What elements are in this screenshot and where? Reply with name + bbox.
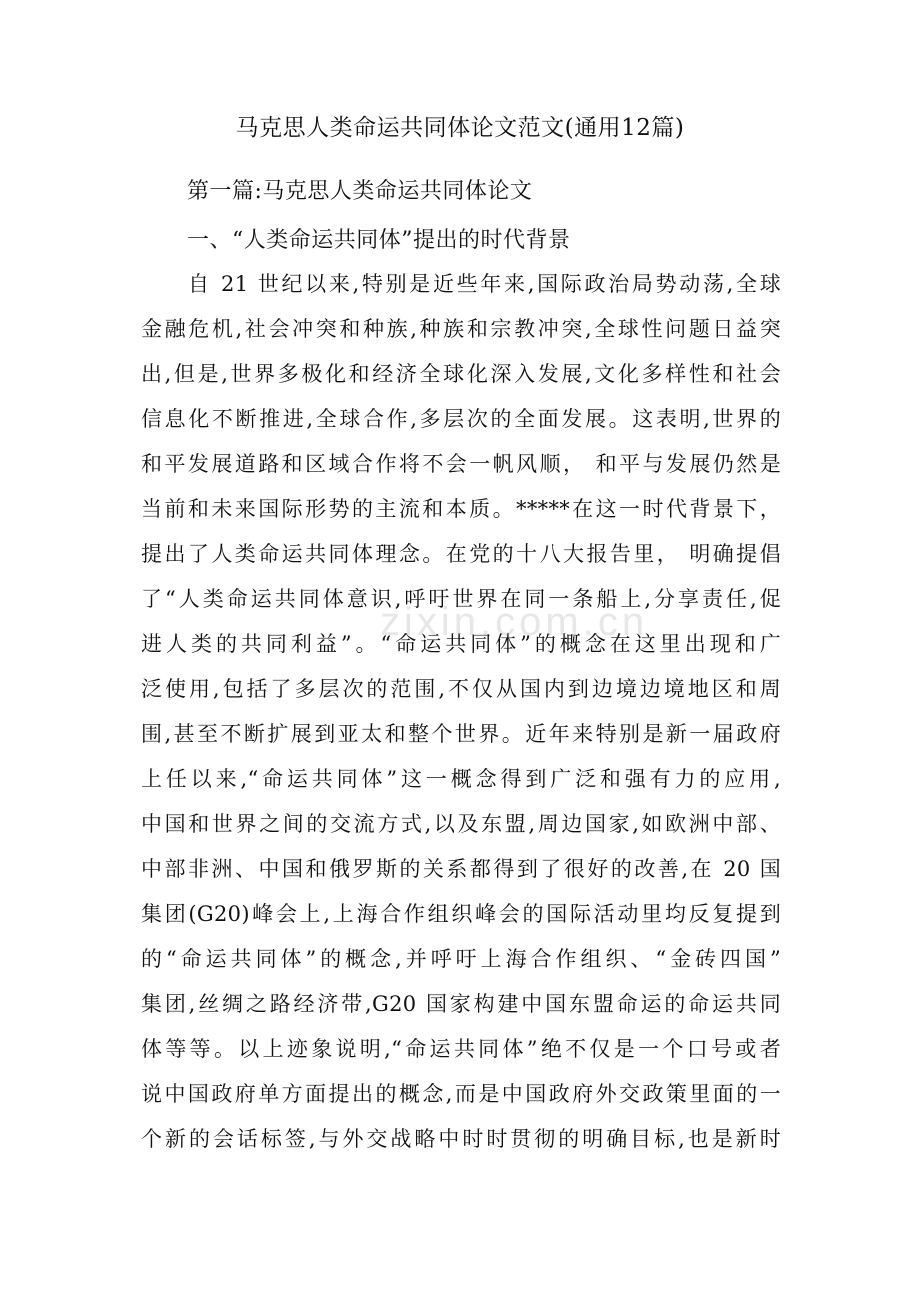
paragraph-line: 个新的会话标签,与外交战略中时时贯彻的明确目标,也是新时 bbox=[141, 1127, 781, 1151]
paragraph-line: 进人类的共同利益”。“命运共同体”的概念在这里出现和广 bbox=[141, 632, 781, 656]
paragraph-line: 当前和未来国际形势的主流和本质。*****在这一时代背景下， bbox=[141, 497, 781, 521]
chapter-heading: 第一篇:马克思人类命运共同体论文 bbox=[187, 179, 533, 204]
watermark: zixin.com.cn bbox=[380, 600, 649, 644]
body-paragraph bbox=[141, 264, 781, 1164]
paragraph-line: 中部非洲、中国和俄罗斯的关系都得到了很好的改善,在 20 国 bbox=[141, 857, 781, 881]
paragraph-line: 了“人类命运共同体意识,呼吁世界在同一条船上,分享责任,促 bbox=[141, 587, 781, 611]
paragraph-line: 和平发展道路和区域合作将不会一帆风顺， 和平与发展仍然是 bbox=[141, 452, 781, 476]
paragraph-line: 上任以来,“命运共同体”这一概念得到广泛和强有力的应用, bbox=[141, 767, 781, 791]
paragraph-line: 集团(G20)峰会上,上海合作组织峰会的国际活动里均反复提到 bbox=[141, 902, 781, 926]
paragraph-line: 的“命运共同体”的概念,并呼吁上海合作组织、“金砖四国” bbox=[141, 947, 781, 971]
paragraph-line: 泛使用,包括了多层次的范围,不仅从国内到边境边境地区和周 bbox=[141, 677, 781, 701]
paragraph-line: 说中国政府单方面提出的概念,而是中国政府外交政策里面的一 bbox=[141, 1082, 781, 1106]
paragraph-line: 信息化不断推进,全球合作,多层次的全面发展。这表明,世界的 bbox=[141, 407, 781, 431]
paragraph-line: 出,但是,世界多极化和经济全球化深入发展,文化多样性和社会 bbox=[141, 362, 781, 386]
paragraph-line: 集团,丝绸之路经济带,G20 国家构建中国东盟命运的命运共同 bbox=[141, 992, 781, 1016]
paragraph-line: 提出了人类命运共同体理念。在党的十八大报告里， 明确提倡 bbox=[141, 542, 781, 566]
paragraph-line: 金融危机,社会冲突和种族,种族和宗教冲突,全球性问题日益突 bbox=[141, 317, 781, 341]
paragraph-line: 中国和世界之间的交流方式,以及东盟,周边国家,如欧洲中部、 bbox=[141, 812, 781, 836]
paragraph-line: 自 21 世纪以来,特别是近些年来,国际政治局势动荡,全球 bbox=[188, 272, 781, 296]
section-heading: 一、“人类命运共同体”提出的时代背景 bbox=[187, 228, 571, 253]
paragraph-line: 体等等。以上迹象说明,“命运共同体”绝不仅是一个口号或者 bbox=[141, 1037, 781, 1061]
document-title: 马克思人类命运共同体论文范文(通用12篇) bbox=[235, 115, 685, 141]
paragraph-line: 围,甚至不断扩展到亚太和整个世界。近年来特别是新一届政府 bbox=[141, 722, 781, 746]
